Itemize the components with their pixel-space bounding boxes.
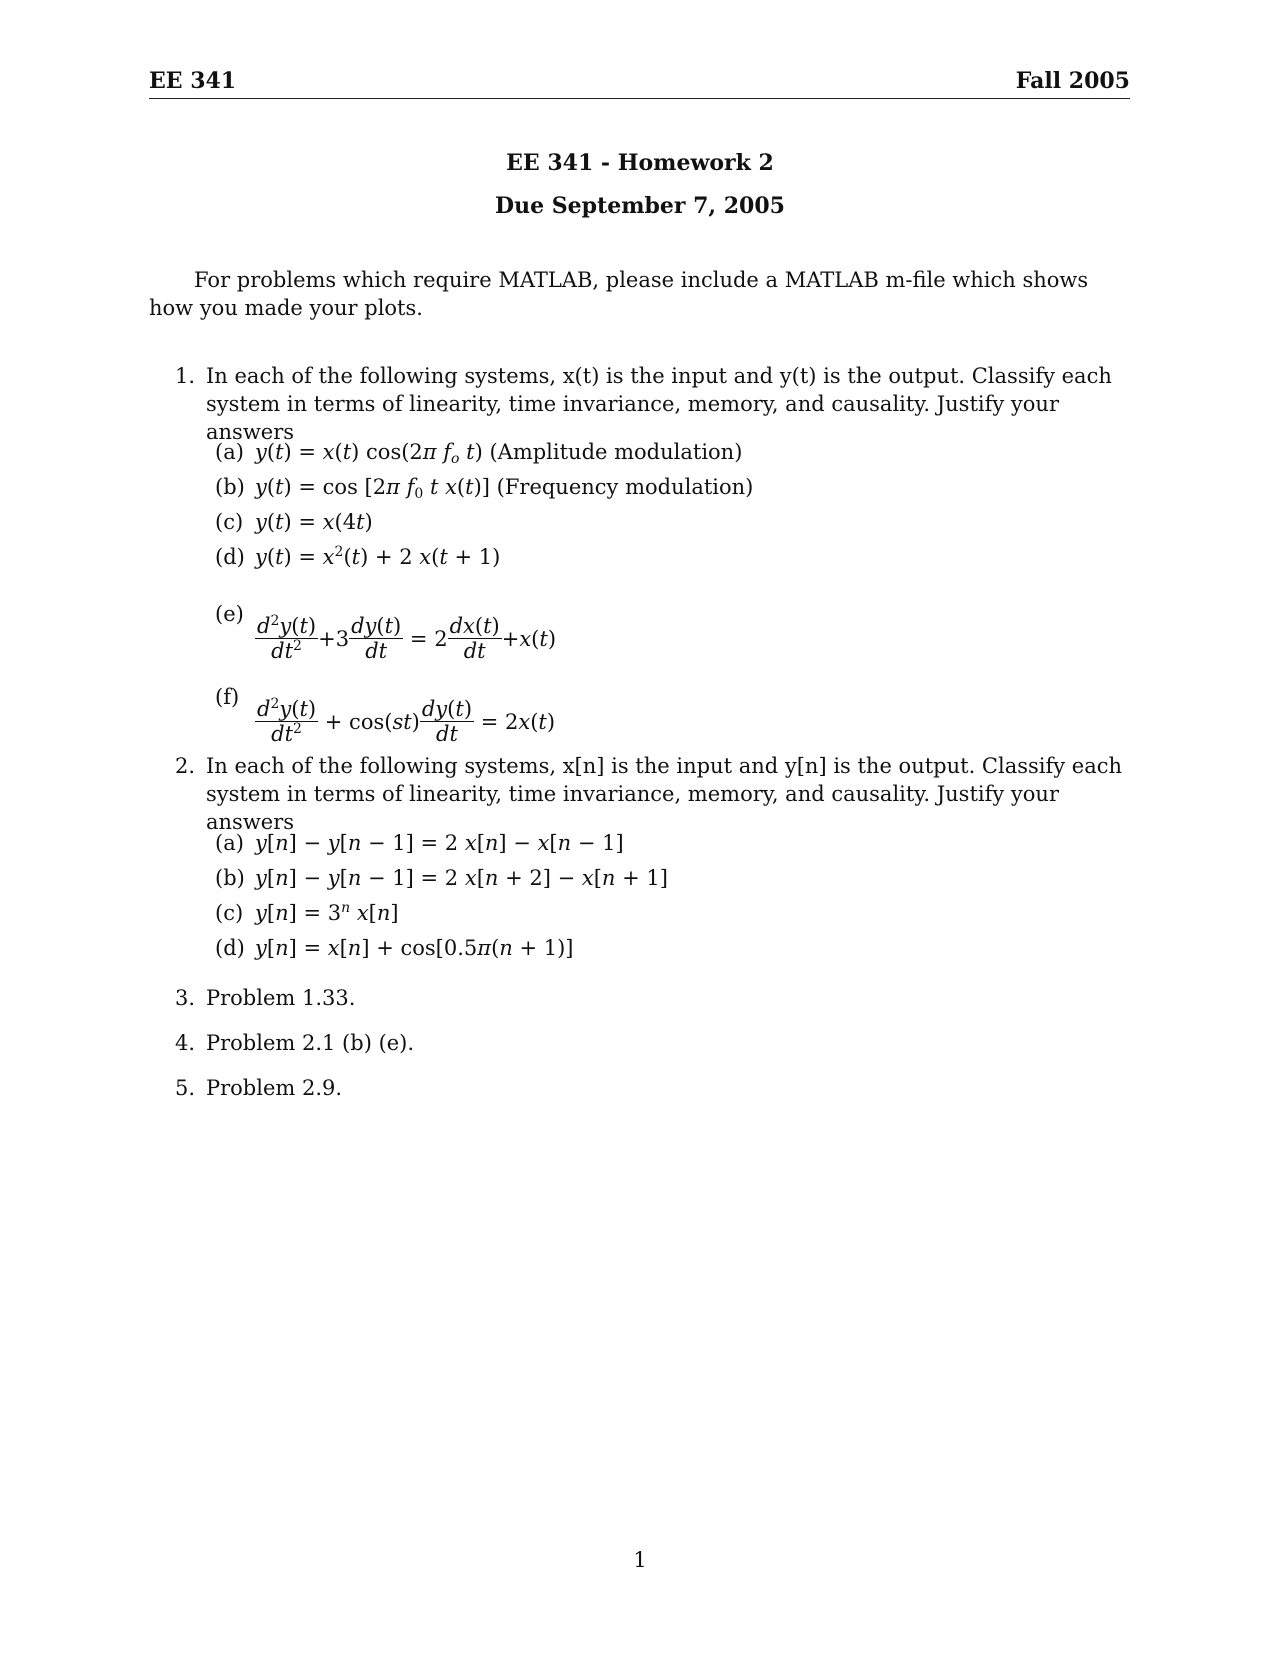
problem-1-part-d [215,543,500,571]
part-expression: y(t) = x(t) cos(2π $f_o$ t) (Amplitude modulation) [255,440,743,467]
due-date: Due September 7, 2005 [495,193,785,219]
problem-1-part-c [215,508,373,536]
part-label: (b) [215,866,245,890]
part-expression: y[n] = x[n] + cos[0.5π(n + 1)] [255,936,574,960]
part-expression: $y(t) = x^2(t) + 2$ x(t + 1) [255,544,501,569]
term-label: Fall 2005 [1015,68,1130,94]
problem-number: 1. [175,364,196,388]
part-expression: $\frac{d^2y(t)}{dt^2}$ + cos( st ) $\frac{dy(t)}{dt}$ = 2 x ( t ) [257,696,556,746]
part-label: (b) [215,475,245,499]
part-expression: y[n] − y[n − 1] = 2 x[n] − x[n − 1] [255,831,624,855]
problem-number: 3. [175,986,196,1010]
problem-1-part-e [215,600,556,663]
part-label: (f) [215,685,240,709]
part-label: (a) [215,440,244,464]
part-expression: y[n] − y[n − 1] = 2 x[n + 2] − x[n + 1] [255,866,668,890]
problem-1-part-b [215,473,753,501]
problem-1-part-f [215,683,555,746]
intro-paragraph [149,266,1130,322]
problem-2-part-b [215,864,668,892]
course-code: EE 341 [149,68,237,94]
problem-text: Problem 1.33. [206,986,356,1010]
part-label: (a) [215,831,244,855]
page-number: 1 [633,1548,647,1572]
part-expression: $\frac{d^2y(t)}{dt^2}$ +3 $\frac{dy(t)}{dt}$ = 2 $\frac{dx(t)}{dt}$ + x ( t ) [257,613,557,663]
problem-2-part-a [215,829,624,857]
problem-text: In each of the following systems, x[n] is the input and y[n] is the output. Classify each system in terms of linearity, time invariance, memory, and causality. Justify your answers [206,754,1123,834]
part-label: (c) [215,510,244,534]
intro-text: For problems which require MATLAB, please include a MATLAB m-file which shows how you made your plots. [149,268,1089,320]
problem-number: 2. [175,754,196,778]
problem-number: 5. [175,1076,196,1100]
part-label: (d) [215,936,245,960]
part-expression: y(t) = cos [2π $f_0$ t x(t)] (Frequency modulation) [255,475,754,502]
problem-2-part-d [215,934,574,962]
page-header [149,66,1130,99]
document-title: EE 341 - Homework 2 [506,150,774,176]
part-label: (e) [215,602,244,626]
problem-text: In each of the following systems, x(t) is the input and y(t) is the output. Classify each system in terms of linearity, time invariance, memory, and causality. Justify your answers [206,364,1112,444]
problem-text: Problem 2.9. [206,1076,343,1100]
problem-text: Problem 2.1 (b) (e). [206,1031,415,1055]
part-label: (d) [215,545,245,569]
problem-number: 4. [175,1031,196,1055]
part-label: (c) [215,901,244,925]
part-expression: y(t) = x(4t) [255,510,373,534]
problem-2-part-c [215,899,399,927]
problem-1-part-a [215,438,742,466]
part-expression: $y[n] = 3^n$ x[n] [255,900,399,925]
